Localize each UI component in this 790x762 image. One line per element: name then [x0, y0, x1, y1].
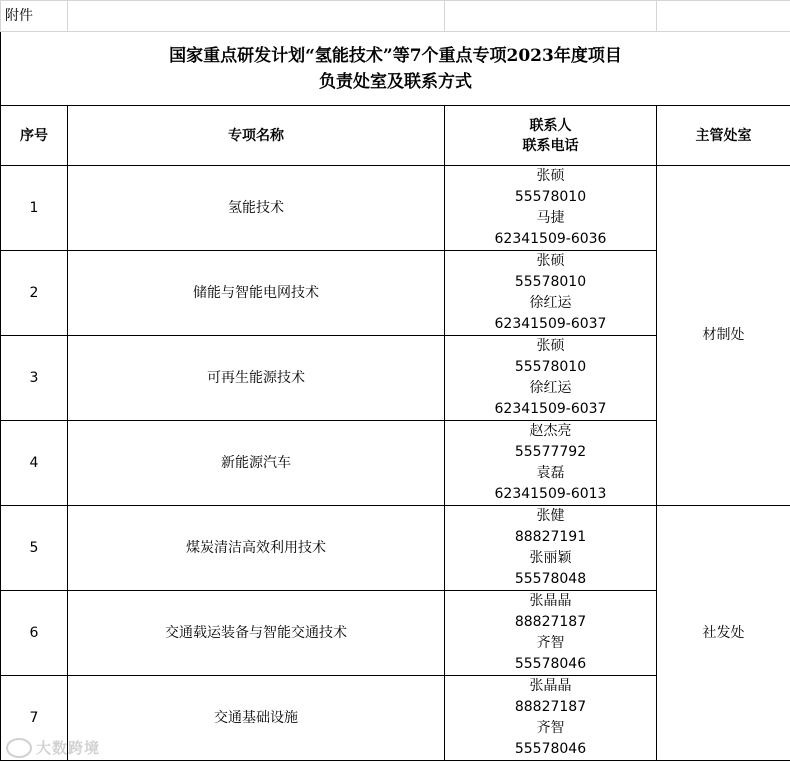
row-name: 氢能技术	[68, 166, 445, 251]
contact-phone: 62341509-6037	[494, 316, 607, 332]
row-name: 交通基础设施	[68, 676, 445, 761]
contact-phone: 62341509-6013	[494, 486, 607, 502]
row-seq: 5	[1, 506, 68, 591]
contact-person: 齐智	[536, 720, 565, 736]
contact-phone: 55578010	[514, 189, 587, 205]
row-contacts	[445, 251, 657, 336]
contact-phone: 55578010	[514, 359, 587, 375]
row-name: 新能源汽车	[68, 421, 445, 506]
row-name: 煤炭清洁高效利用技术	[68, 506, 445, 591]
contact-phone: 55578046	[514, 656, 587, 672]
row-seq: 2	[1, 251, 68, 336]
contact-phone: 88827187	[514, 699, 587, 715]
row-contacts	[445, 591, 657, 676]
table-row	[1, 166, 790, 251]
contact-person: 张硕	[536, 168, 565, 184]
header-contact	[445, 106, 657, 166]
office-cell: 社发处	[657, 506, 790, 761]
row-name: 储能与智能电网技术	[68, 251, 445, 336]
contact-phone: 62341509-6036	[494, 231, 607, 247]
row-seq: 7	[1, 676, 68, 761]
row-seq: 6	[1, 591, 68, 676]
row-contacts	[445, 166, 657, 251]
contact-person: 袁磊	[536, 465, 565, 481]
header-contact-phone: 联系电话	[522, 137, 579, 154]
header-row	[1, 106, 790, 166]
header-seq: 序号	[1, 106, 68, 166]
table-row	[1, 506, 790, 591]
contact-person: 张健	[536, 508, 565, 524]
contact-person: 齐智	[536, 635, 565, 651]
contact-phone: 55578010	[514, 274, 587, 290]
contact-person: 张晶晶	[529, 593, 572, 609]
row-contacts	[445, 336, 657, 421]
contact-person: 徐红运	[529, 295, 572, 311]
contact-person: 赵杰亮	[529, 423, 572, 439]
row-seq: 1	[1, 166, 68, 251]
empty-cell	[445, 1, 657, 32]
annex-row	[1, 1, 790, 32]
annex-label: 附件	[1, 1, 68, 32]
contact-phone: 55577792	[514, 444, 587, 460]
contact-phone: 88827191	[514, 529, 587, 545]
row-name: 可再生能源技术	[68, 336, 445, 421]
watermark-text: 大数跨境	[36, 738, 101, 757]
row-contacts	[445, 421, 657, 506]
contact-person: 张晶晶	[529, 678, 572, 694]
page-title	[1, 32, 790, 106]
header-contact-person: 联系人	[529, 117, 572, 134]
row-seq: 4	[1, 421, 68, 506]
contact-phone: 62341509-6037	[494, 401, 607, 417]
contact-person: 张丽颖	[529, 550, 572, 566]
watermark	[6, 737, 100, 759]
contact-phone: 55578048	[514, 571, 587, 587]
row-contacts	[445, 506, 657, 591]
empty-cell	[68, 1, 445, 32]
title-row	[1, 32, 790, 106]
contact-person: 张硕	[536, 253, 565, 269]
row-contacts	[445, 676, 657, 761]
office-cell: 材制处	[657, 166, 790, 506]
title-line-1: 国家重点研发计划“氢能技术”等7个重点专项2023年度项目	[169, 45, 622, 66]
contact-person: 徐红运	[529, 380, 572, 396]
header-office: 主管处室	[657, 106, 790, 166]
contact-phone: 55578046	[514, 741, 587, 757]
contact-phone: 88827187	[514, 614, 587, 630]
contact-person: 马捷	[536, 210, 565, 226]
title-line-2: 负责处室及联系方式	[319, 71, 472, 92]
header-name: 专项名称	[68, 106, 445, 166]
row-seq: 3	[1, 336, 68, 421]
contact-person: 张硕	[536, 338, 565, 354]
row-name: 交通载运装备与智能交通技术	[68, 591, 445, 676]
empty-cell	[657, 1, 790, 32]
watermark-logo-icon	[6, 738, 32, 758]
